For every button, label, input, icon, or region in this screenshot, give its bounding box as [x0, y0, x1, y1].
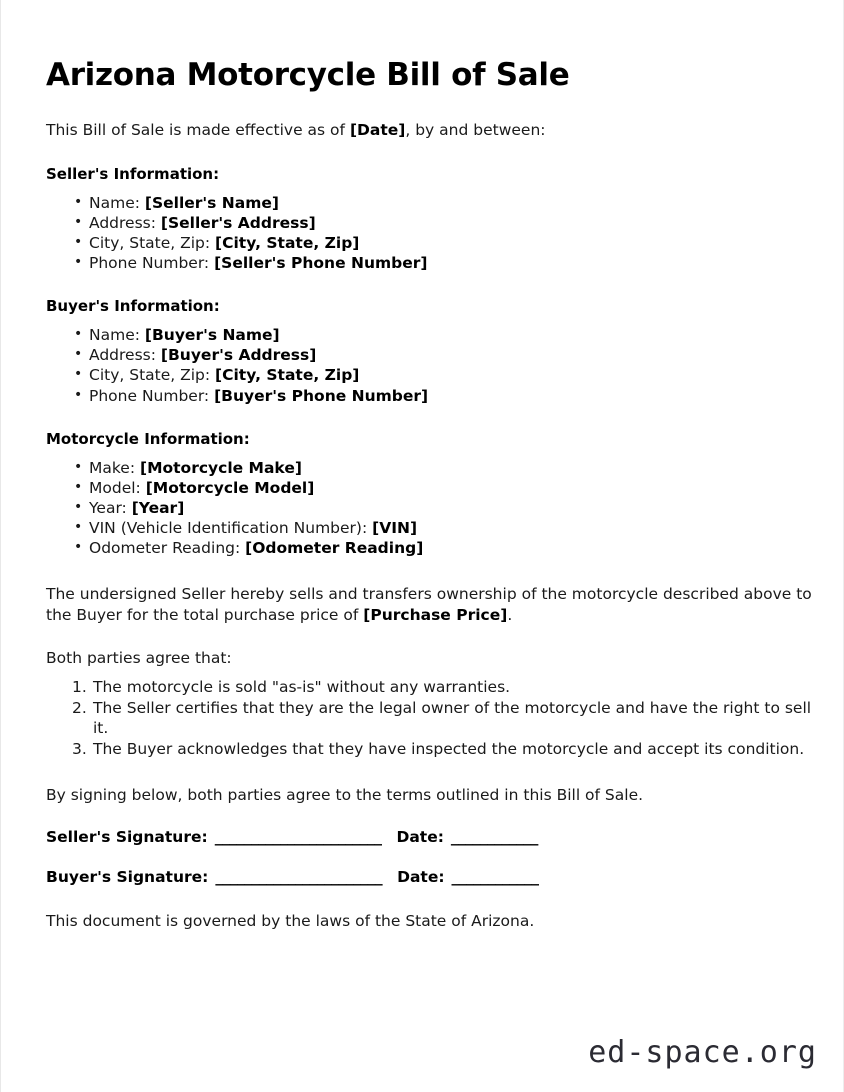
field-label: Name:	[89, 193, 145, 212]
field-value: [Motorcycle Make]	[139, 458, 302, 477]
purchase-price-placeholder: [Purchase Price]	[363, 606, 508, 625]
seller-information-heading: Seller's Information:	[46, 164, 220, 183]
list-item	[89, 498, 817, 518]
seller-signature-row	[46, 828, 817, 846]
list-item	[89, 538, 817, 558]
buyer-signature-row	[46, 868, 817, 886]
field-label: City, State, Zip:	[89, 366, 216, 385]
seller-date-line[interactable]: ____________	[450, 827, 538, 846]
field-label: Year:	[89, 498, 132, 517]
effective-date-paragraph	[46, 120, 817, 141]
transfer-prefix-text: The undersigned Seller hereby sells and transfers ownership of the motorcycle described above to the Buyer for the total purchase price of	[46, 585, 812, 625]
field-value: [Buyer's Phone Number]	[214, 386, 429, 405]
motorcycle-information-heading: Motorcycle Information:	[46, 429, 250, 448]
field-label: Phone Number:	[89, 386, 215, 405]
seller-signature-label: Seller's Signature:	[46, 827, 208, 846]
field-label: City, State, Zip:	[89, 233, 216, 252]
list-item: The Seller certifies that they are the legal owner of the motorcycle and have the right to sell it.	[93, 698, 812, 738]
intro-suffix-text: , by and between:	[405, 120, 546, 139]
list-item	[89, 478, 817, 498]
field-value: [Buyer's Name]	[144, 326, 280, 345]
field-label: Odometer Reading:	[89, 539, 246, 558]
list-item	[89, 518, 817, 538]
field-value: [Seller's Name]	[144, 193, 279, 212]
list-item	[89, 365, 817, 385]
field-value: [Year]	[131, 498, 185, 517]
transfer-suffix-text: .	[507, 606, 513, 625]
field-label: Name:	[89, 326, 145, 345]
buyer-date-line[interactable]: ____________	[451, 867, 539, 886]
governing-law-paragraph: This document is governed by the laws of the State of Arizona.	[46, 911, 535, 930]
list-item	[89, 458, 817, 478]
list-item	[89, 386, 817, 406]
buyer-signature-line[interactable]: _______________________	[215, 867, 383, 886]
field-label: Address:	[89, 213, 161, 232]
list-item	[89, 193, 817, 213]
buyer-date-label: Date:	[397, 867, 445, 886]
field-value: [Seller's Phone Number]	[214, 253, 428, 272]
field-label: Phone Number:	[89, 253, 215, 272]
field-value: [Odometer Reading]	[245, 539, 424, 558]
field-value: [City, State, Zip]	[215, 233, 360, 252]
field-value: [Seller's Address]	[160, 213, 316, 232]
list-item: The motorcycle is sold "as-is" without any warranties.	[93, 678, 511, 697]
field-value: [City, State, Zip]	[215, 366, 360, 385]
seller-information-list	[46, 193, 817, 274]
page-title: Arizona Motorcycle Bill of Sale	[46, 57, 570, 93]
buyer-signature-label: Buyer's Signature:	[46, 867, 209, 886]
intro-prefix-text: This Bill of Sale is made effective as of	[46, 120, 350, 139]
agreement-terms-list	[46, 677, 817, 759]
list-item	[89, 325, 817, 345]
seller-signature-line[interactable]: _______________________	[214, 827, 382, 846]
field-value: [Buyer's Address]	[160, 346, 317, 365]
list-item	[89, 213, 817, 233]
date-placeholder: [Date]	[349, 120, 406, 139]
field-label: Make:	[89, 458, 140, 477]
seller-date-label: Date:	[396, 827, 444, 846]
list-item	[89, 345, 817, 365]
site-watermark: ed-space.org	[588, 1035, 817, 1070]
signing-note-paragraph: By signing below, both parties agree to the terms outlined in this Bill of Sale.	[46, 785, 644, 804]
field-label: Model:	[89, 478, 146, 497]
list-item	[89, 233, 817, 253]
field-label: VIN (Vehicle Identification Number):	[89, 519, 373, 538]
list-item	[89, 253, 817, 273]
field-value: [Motorcycle Model]	[145, 478, 315, 497]
transfer-of-ownership-paragraph	[46, 584, 817, 626]
motorcycle-information-list	[46, 458, 817, 559]
field-value: [VIN]	[372, 519, 418, 538]
field-label: Address:	[89, 346, 161, 365]
buyer-information-heading: Buyer's Information:	[46, 297, 220, 316]
list-item: The Buyer acknowledges that they have inspected the motorcycle and accept its condition.	[93, 739, 805, 758]
buyer-information-list	[46, 325, 817, 406]
both-parties-agree-lead: Both parties agree that:	[46, 649, 232, 668]
